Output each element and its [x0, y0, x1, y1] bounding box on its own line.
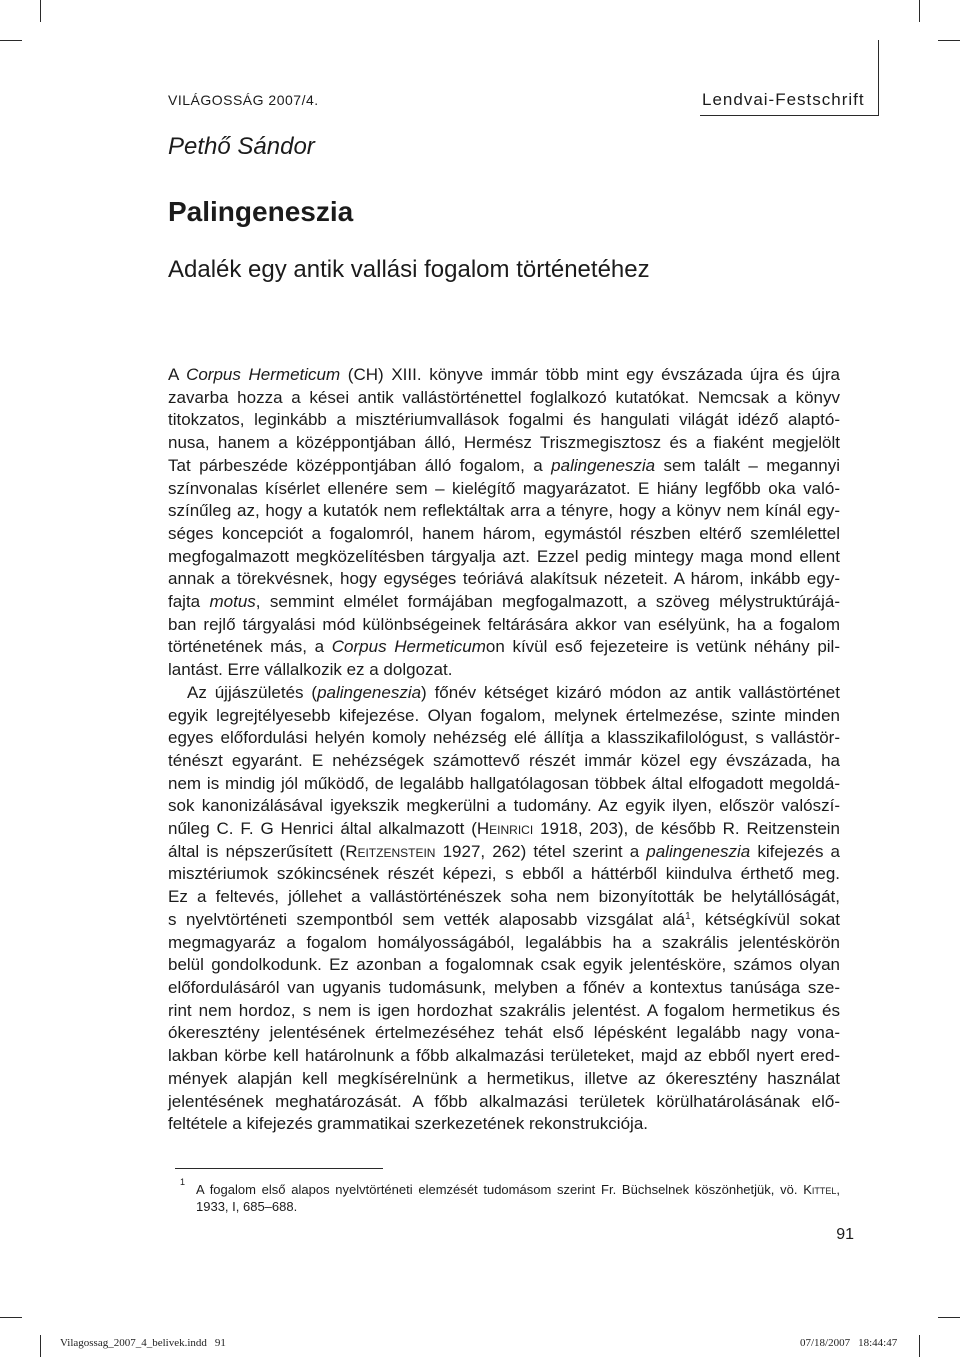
- text-line: [168, 455, 840, 478]
- text-segment: , kétségkívül sokat: [690, 909, 841, 929]
- text-segment: által is népszerűsített (: [168, 841, 346, 861]
- crop-mark: [938, 1317, 960, 1318]
- text-segment: előfordulásáról van ugyanis tudomásunk, melyben a főnév a kontextus tanúsága sze-: [168, 977, 840, 997]
- crop-mark: [40, 0, 41, 22]
- text-segment: színűleg az, hogy a kutatók nem reflektáltak arra a tényre, hogy a könyv nem kínál egy-: [168, 501, 840, 521]
- text-line: [168, 977, 840, 1000]
- journal-issue-label: VILÁGOSSÁG 2007/4.: [168, 92, 319, 108]
- text-line: [168, 636, 840, 659]
- text-line: [168, 795, 840, 818]
- text-line: [168, 1045, 840, 1068]
- text-segment: 1927, 262) tétel szerint a: [435, 841, 647, 861]
- text-segment: nűleg C. F. G Henrici által alkalmazott (: [168, 819, 477, 839]
- text-line: [168, 909, 840, 932]
- text-segment: nem is mindig jól működő, de legalább hallgatólagosan többek által elfogadott megoldá-: [168, 773, 840, 793]
- text-line: [168, 591, 840, 614]
- text-segment: megmagyaráz a fogalom homályosságából, legalábbis ha a szakrális jelentéskörön: [168, 932, 840, 952]
- text-line: [168, 818, 840, 841]
- crop-mark: [0, 1317, 22, 1318]
- text-segment: színvonalas kísérlet ellenére sem – kielégítő magyarázatot. E hiány legfőbb oka való-: [168, 478, 840, 498]
- small-caps-citation: Kittel: [803, 1182, 837, 1197]
- text-segment: (CH) XIII. könyve immár több mint egy évszázada újra és újra: [340, 365, 840, 384]
- footnote-marker: 1: [180, 1177, 186, 1187]
- text-segment: lakban körbe kell határolnunk a főbb alkalmazási területeket, majd az ebből nyert ered-: [168, 1046, 840, 1066]
- text-segment: on kívül eső fejezeteire is vetünk néhány pil-: [485, 637, 840, 657]
- body-paragraph: [168, 682, 840, 1136]
- footnote: [180, 1177, 840, 1215]
- article-title: Palingeneszia: [168, 196, 354, 227]
- header-rule: [700, 115, 879, 116]
- italic-term: Corpus Hermeticum: [186, 365, 341, 384]
- print-slug-timestamp: [800, 1337, 897, 1349]
- text-segment: lantást. Erre vállalkozik ez a dolgozat.: [168, 660, 453, 680]
- text-line: [196, 1198, 840, 1215]
- text-line: [168, 546, 840, 569]
- text-line: [168, 750, 840, 773]
- text-segment: Az újjászületés (: [187, 682, 318, 702]
- text-segment: titokzatos, leginkább a misztériumvallások fogalmi és hangulati világát idéző alaptó-: [168, 410, 840, 430]
- text-line: [168, 500, 840, 523]
- italic-term: motus: [209, 592, 256, 612]
- text-segment: Tat párbeszéde középpontjában álló fogalom, a: [168, 455, 552, 475]
- text-line: [168, 773, 840, 796]
- text-segment: mények alapján kell megkísérelnünk a hermetikus, illetve az ókeresztény használat: [168, 1068, 840, 1088]
- print-slug-date: 07/18/2007: [800, 1337, 851, 1349]
- text-line: [168, 682, 840, 705]
- text-segment: A fogalom első alapos nyelvtörténeti elemzését tudomásom szerint Fr. Büchselnek köszönhetjük, vö.: [196, 1182, 804, 1197]
- text-segment: nusa, hanem a középpontjában álló, Hermész Triszmegisztosz és a fiaként megjelölt: [168, 433, 840, 453]
- italic-term: Corpus Hermeticum: [331, 637, 486, 657]
- author-name: Pethő Sándor: [168, 133, 315, 160]
- print-slug-file-info: [60, 1337, 226, 1349]
- text-segment: , semmint elmélet formájában megfogalmazott, a szöveg mélystruktúrájá-: [255, 592, 841, 612]
- text-segment: történetének más, a: [168, 637, 332, 657]
- text-segment: egyik legrejtélyesebb kifejezése. Olyan fogalom, melynek értelmezése, szinte minden: [168, 705, 840, 725]
- footnote-rule: [175, 1168, 383, 1169]
- text-segment: belül gondolkodunk. Ez azonban a fogalomnak csak egyik jelentésköre, számos olyan: [168, 955, 840, 975]
- italic-term: palingeneszia: [551, 455, 656, 475]
- text-segment: feltétele a kifejezés grammatikai szerkezetének rekonstrukciója.: [168, 1114, 648, 1134]
- text-segment: jelentésének meghatározását. A főbb alkalmazási területek körülhatárolásának elő-: [168, 1091, 840, 1111]
- text-line: [168, 886, 840, 909]
- text-line: [168, 954, 840, 977]
- article-body: [168, 364, 840, 1136]
- text-segment: fajta: [168, 592, 210, 612]
- text-segment: kifejezés a: [750, 841, 841, 861]
- text-segment: A: [168, 365, 187, 384]
- text-segment: misztériumok szókincsének részét képezi, s ebből a háttérből kiindulva érthető meg.: [168, 864, 840, 884]
- crop-mark: [919, 1335, 920, 1357]
- text-segment: 1918, 203), de később R. Reitzenstein: [533, 819, 841, 839]
- text-line: [168, 705, 840, 728]
- text-segment: ténészt egyaránt. E nehézségek számottevő részét immár közel egy évszázada, ha: [168, 750, 840, 770]
- text-segment: rint nem hordoz, s nem is igen hordozhat szakrális jelentést. A fogalom hermetikus és: [168, 1000, 840, 1020]
- text-line: [168, 1068, 840, 1091]
- header-vertical-rule: [878, 40, 879, 116]
- print-slug-time: 18:44:47: [858, 1337, 898, 1349]
- text-line: [168, 523, 840, 546]
- body-paragraph: [168, 364, 840, 682]
- text-line: [168, 364, 840, 387]
- article-subtitle: Adalék egy antik vallási fogalom történetéhez: [168, 256, 650, 283]
- text-segment: 1933, I, 685–688.: [196, 1199, 298, 1214]
- text-segment: ókeresztény jelentésének értelmezéséhez tehát első lépésként legalább nagy vona-: [168, 1023, 840, 1043]
- text-line: [168, 863, 840, 886]
- text-segment: megfogalmazott megközelítésben tárgyalja azt. Ezzel pedig mintegy maga mond ellent: [168, 546, 840, 566]
- text-line: [196, 1181, 840, 1198]
- text-line: [168, 614, 840, 637]
- text-segment: séges koncepciót a fogalomról, hanem három, egymástól részben eltérő szemlélettel: [168, 523, 840, 543]
- text-line: [168, 841, 840, 864]
- text-line: [168, 409, 840, 432]
- text-line: [168, 1091, 840, 1114]
- text-line: [168, 478, 840, 501]
- text-line: [168, 1022, 840, 1045]
- text-segment: zavarba hozza a kései antik vallástörténettel foglalkozó kutatókat. Nemcsak a könyv: [168, 387, 840, 407]
- print-slug-file: Vilagossag_2007_4_belivek.indd: [60, 1337, 207, 1349]
- text-segment: annak a törekvésnek, hogy egységes teóriává alakítsuk nézeteit. A három, inkább egy-: [168, 569, 840, 589]
- text-segment: s nyelvtörténeti szempontból sem vették alaposabb vizsgálat alá: [168, 909, 686, 929]
- crop-mark: [40, 1335, 41, 1357]
- page-number: 91: [836, 1226, 854, 1243]
- text-line: [168, 387, 840, 410]
- text-segment: ) főnév kétséget kizáró módon az antik vallástörténet: [421, 682, 840, 702]
- text-segment: Ez a feltevés, jóllehet a vallástörténészek soha nem bizonyították be helytállóságát,: [168, 887, 840, 907]
- small-caps-citation: Reitzenstein: [345, 841, 436, 861]
- italic-term: palingeneszia: [317, 682, 422, 702]
- crop-mark: [919, 0, 920, 22]
- text-line: [168, 727, 840, 750]
- text-segment: ,: [836, 1182, 840, 1197]
- text-line: [168, 1000, 840, 1023]
- small-caps-citation: Heinrici: [476, 819, 534, 839]
- text-line: [168, 932, 840, 955]
- text-line: [168, 659, 840, 682]
- text-segment: sok kanonizálásával igyekszik megkerülni a tudomány. Az egyik ilyen, először valószí-: [168, 796, 840, 816]
- text-line: [168, 1113, 840, 1136]
- italic-term: palingeneszia: [646, 841, 751, 861]
- text-line: [168, 432, 840, 455]
- footnote-reference: 1: [685, 910, 691, 922]
- crop-mark: [938, 40, 960, 41]
- text-segment: egyes előfordulási helyén komoly nehézség elé állítja a klasszikafilológust, s vallástör-: [168, 728, 840, 748]
- festschrift-label: Lendvai-Festschrift: [702, 90, 865, 109]
- print-slug-page: 91: [214, 1337, 226, 1349]
- text-segment: ban rejlő tárgyalási mód különbségeinek feltárására akkor van esélyünk, ha a fogalom: [168, 614, 840, 634]
- text-line: [168, 568, 840, 591]
- crop-mark: [0, 40, 22, 41]
- text-segment: sem talált – megannyi: [655, 455, 840, 475]
